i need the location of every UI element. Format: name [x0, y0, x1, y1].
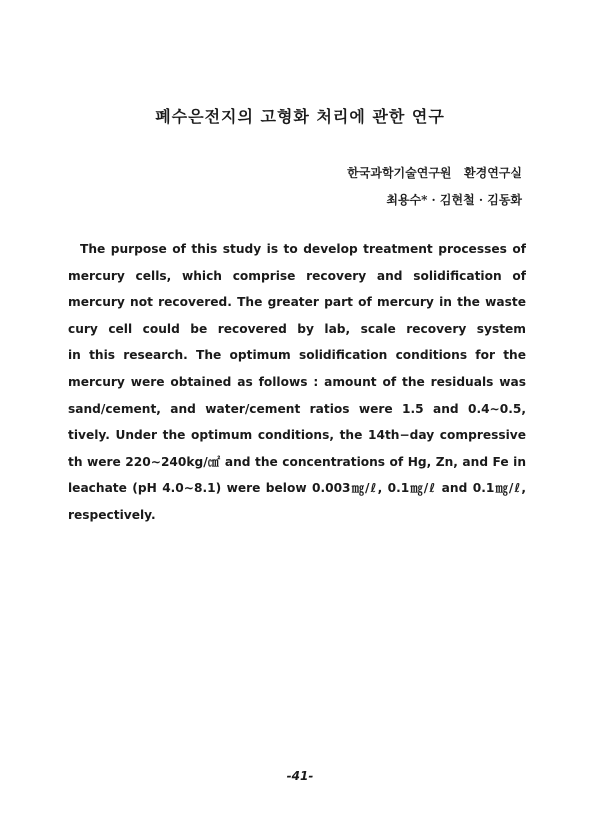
- abstract-line: in this research. The optimum solidification conditions for the: [68, 348, 526, 363]
- abstract-line: respectively.: [68, 507, 156, 522]
- affiliation: 한국과학기술연구원 환경연구실: [347, 166, 522, 180]
- abstract-line: th were 220∼240kg/㎠ and the concentrations of Hg, Zn, and Fe in: [68, 454, 526, 469]
- abstract-line: leachate (pH 4.0∼8.1) were below 0.003㎎/ℓ, 0.1㎎/ℓ and 0.1㎎/ℓ,: [68, 481, 526, 496]
- page-number: -41-: [286, 769, 314, 783]
- abstract: [68, 236, 526, 529]
- abstract-line: tively. Under the optimum conditions, the 14th−day compressive: [68, 428, 526, 443]
- abstract-line: cury cell could be recovered by lab, scale recovery system: [68, 321, 526, 336]
- abstract-line: sand/cement, and water/cement ratios were 1.5 and 0.4∼0.5,: [68, 401, 526, 416]
- abstract-line: mercury were obtained as follows : amount of the residuals was: [68, 374, 526, 389]
- paper-title: 폐수은전지의 고형화 처리에 관한 연구: [155, 107, 445, 126]
- abstract-line: mercury cells, which comprise recovery and solidification of: [68, 268, 526, 283]
- abstract-line: The purpose of this study is to develop treatment processes of: [80, 242, 526, 256]
- authors: 최용수* · 김현철 · 김동화: [386, 193, 522, 207]
- abstract-line: mercury not recovered. The greater part of mercury in the waste: [68, 295, 526, 310]
